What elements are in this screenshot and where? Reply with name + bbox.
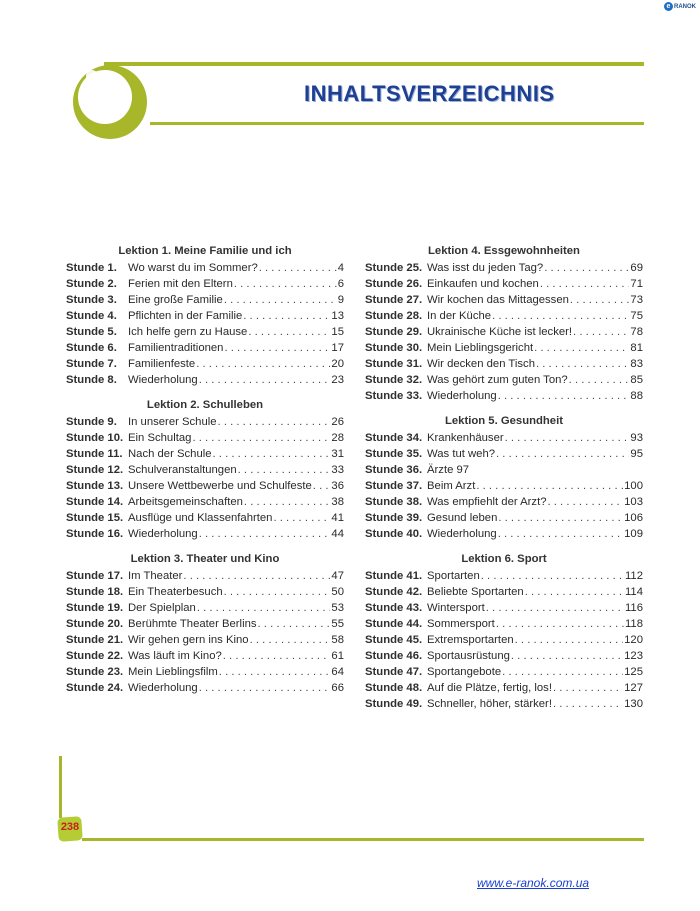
toc-entry[interactable] bbox=[66, 462, 344, 478]
publisher-logo: e RANOK bbox=[664, 2, 696, 11]
dot-leader bbox=[224, 584, 331, 600]
dot-leader bbox=[248, 324, 330, 340]
lesson-title: Beim Arzt bbox=[427, 480, 476, 492]
toc-section bbox=[365, 243, 643, 404]
lesson-page: 71 bbox=[630, 278, 643, 290]
toc-entry[interactable] bbox=[365, 696, 643, 712]
toc-entry[interactable] bbox=[365, 308, 643, 324]
lesson-title: Eine große Familie bbox=[128, 294, 223, 306]
lesson-number: Stunde 10. bbox=[66, 432, 124, 444]
lesson-title: Ausflüge und Klassenfahrten bbox=[128, 512, 273, 524]
lesson-title: Ein Theaterbesuch bbox=[128, 586, 223, 598]
lesson-number: Stunde 49. bbox=[365, 698, 423, 710]
dot-leader bbox=[224, 292, 337, 308]
dot-leader bbox=[234, 276, 337, 292]
lesson-page: 125 bbox=[624, 666, 643, 678]
lesson-number: Stunde 3. bbox=[66, 294, 117, 306]
lesson-number: Stunde 28. bbox=[365, 310, 423, 322]
lesson-number: Stunde 19. bbox=[66, 602, 124, 614]
toc-entry[interactable] bbox=[66, 414, 344, 430]
lesson-number: Stunde 29. bbox=[365, 326, 423, 338]
lesson-title: Einkaufen und kochen bbox=[427, 278, 539, 290]
lesson-page: 109 bbox=[624, 528, 643, 540]
toc-entry[interactable] bbox=[66, 648, 344, 664]
dot-leader bbox=[196, 356, 330, 372]
lesson-page: 130 bbox=[624, 698, 643, 710]
dot-leader bbox=[548, 494, 624, 510]
lesson-title: Schulveranstaltungen bbox=[128, 464, 237, 476]
lesson-number: Stunde 41. bbox=[365, 570, 423, 582]
lesson-page: 83 bbox=[630, 358, 643, 370]
toc-entry[interactable] bbox=[365, 388, 643, 404]
lesson-number: Stunde 4. bbox=[66, 310, 117, 322]
lesson-number: Stunde 47. bbox=[365, 666, 423, 678]
lesson-page: 93 bbox=[630, 432, 643, 444]
toc-entry[interactable] bbox=[365, 568, 643, 584]
footer-vertical-line bbox=[59, 756, 62, 818]
lesson-page: 114 bbox=[624, 586, 643, 598]
lesson-page: 47 bbox=[331, 570, 344, 582]
lesson-number: Stunde 17. bbox=[66, 570, 124, 582]
lesson-page: 38 bbox=[331, 496, 344, 508]
lesson-title: Gesund leben bbox=[427, 512, 498, 524]
toc-right-column bbox=[365, 243, 643, 721]
toc-entry[interactable] bbox=[365, 372, 643, 388]
lesson-number: Stunde 30. bbox=[365, 342, 423, 354]
lesson-title: Ein Schultag bbox=[128, 432, 192, 444]
toc-left-column bbox=[66, 243, 344, 705]
circle-decoration-icon bbox=[68, 60, 152, 144]
dot-leader bbox=[534, 340, 629, 356]
lesson-title: Ärzte 97 bbox=[427, 464, 470, 476]
dot-leader bbox=[573, 324, 629, 340]
lesson-page: 13 bbox=[331, 310, 344, 322]
lesson-title: Ich helfe gern zu Hause bbox=[128, 326, 248, 338]
lesson-page: 81 bbox=[630, 342, 643, 354]
lesson-page: 106 bbox=[624, 512, 643, 524]
toc-entry[interactable] bbox=[365, 632, 643, 648]
lesson-page: 75 bbox=[630, 310, 643, 322]
toc-entry[interactable] bbox=[365, 526, 643, 542]
lesson-number: Stunde 21. bbox=[66, 634, 124, 646]
toc-entry[interactable] bbox=[365, 680, 643, 696]
lesson-page: 9 bbox=[337, 294, 344, 306]
toc-entry[interactable] bbox=[365, 446, 643, 462]
toc-entry[interactable] bbox=[66, 616, 344, 632]
lesson-number: Stunde 37. bbox=[365, 480, 423, 492]
lesson-page: 88 bbox=[630, 390, 643, 402]
section-heading: Lektion 4. Essgewohnheiten bbox=[428, 245, 580, 257]
lesson-number: Stunde 16. bbox=[66, 528, 124, 540]
toc-entry[interactable] bbox=[365, 324, 643, 340]
lesson-number: Stunde 20. bbox=[66, 618, 124, 630]
lesson-title: Was gehört zum guten Ton? bbox=[427, 374, 568, 386]
lesson-page: 17 bbox=[331, 342, 344, 354]
lesson-number: Stunde 32. bbox=[365, 374, 423, 386]
dot-leader bbox=[498, 388, 630, 404]
lesson-number: Stunde 46. bbox=[365, 650, 423, 662]
lesson-number: Stunde 14. bbox=[66, 496, 124, 508]
lesson-title: Schneller, höher, stärker! bbox=[427, 698, 552, 710]
dot-leader bbox=[199, 526, 331, 542]
toc-entry[interactable] bbox=[365, 494, 643, 510]
lesson-page: 64 bbox=[331, 666, 344, 678]
lesson-page: 23 bbox=[331, 374, 344, 386]
lesson-page: 61 bbox=[331, 650, 344, 662]
lesson-title: Sommersport bbox=[427, 618, 495, 630]
lesson-page: 55 bbox=[331, 618, 344, 630]
lesson-number: Stunde 15. bbox=[66, 512, 124, 524]
lesson-page: 41 bbox=[331, 512, 344, 524]
lesson-number: Stunde 18. bbox=[66, 586, 124, 598]
lesson-title: Wir decken den Tisch bbox=[427, 358, 535, 370]
lesson-number: Stunde 31. bbox=[365, 358, 423, 370]
lesson-number: Stunde 40. bbox=[365, 528, 423, 540]
lesson-title: Im Theater bbox=[128, 570, 183, 582]
footer-line bbox=[82, 838, 644, 841]
lesson-number: Stunde 23. bbox=[66, 666, 124, 678]
lesson-number: Stunde 25. bbox=[365, 262, 423, 274]
dot-leader bbox=[570, 292, 630, 308]
lesson-page: 44 bbox=[331, 528, 344, 540]
toc-entry[interactable] bbox=[365, 616, 643, 632]
dot-leader bbox=[486, 600, 624, 616]
lesson-page: 26 bbox=[331, 416, 344, 428]
dot-leader bbox=[511, 648, 623, 664]
toc-entry[interactable] bbox=[365, 356, 643, 372]
lesson-number: Stunde 39. bbox=[365, 512, 423, 524]
lesson-number: Stunde 1. bbox=[66, 262, 117, 274]
lesson-page: 118 bbox=[624, 618, 643, 630]
lesson-title: Sportarten bbox=[427, 570, 480, 582]
lesson-title: Wiederholung bbox=[427, 390, 497, 402]
lesson-title: Wir gehen gern ins Kino bbox=[128, 634, 249, 646]
lesson-page: 66 bbox=[331, 682, 344, 694]
lesson-page: 123 bbox=[624, 650, 643, 662]
lesson-title: Was tut weh? bbox=[427, 448, 496, 460]
lesson-title: Sportausrüstung bbox=[427, 650, 510, 662]
lesson-title: Nach der Schule bbox=[128, 448, 212, 460]
dot-leader bbox=[199, 372, 331, 388]
lesson-title: Der Spielplan bbox=[128, 602, 196, 614]
lesson-page: 6 bbox=[337, 278, 344, 290]
lesson-title: Arbeitsgemeinschaften bbox=[128, 496, 243, 508]
dot-leader bbox=[476, 478, 623, 494]
toc-entry[interactable] bbox=[66, 372, 344, 388]
dot-leader bbox=[273, 510, 330, 526]
lesson-title: Was isst du jeden Tag? bbox=[427, 262, 544, 274]
lesson-number: Stunde 6. bbox=[66, 342, 117, 354]
lesson-title: Wiederholung bbox=[128, 528, 198, 540]
lesson-page: 33 bbox=[331, 464, 344, 476]
lesson-title: Wintersport bbox=[427, 602, 485, 614]
dot-leader bbox=[498, 510, 623, 526]
lesson-page: 73 bbox=[630, 294, 643, 306]
lesson-title: Unsere Wettbewerbe und Schulfeste bbox=[128, 480, 312, 492]
toc-section bbox=[365, 551, 643, 712]
toc-entry[interactable] bbox=[66, 632, 344, 648]
dot-leader bbox=[250, 632, 331, 648]
toc-entry[interactable] bbox=[66, 494, 344, 510]
lesson-number: Stunde 33. bbox=[365, 390, 423, 402]
toc-entry[interactable] bbox=[365, 584, 643, 600]
dot-leader bbox=[496, 446, 629, 462]
lesson-title: Sportangebote bbox=[427, 666, 502, 678]
lesson-number: Stunde 27. bbox=[365, 294, 423, 306]
lesson-title: Wiederholung bbox=[128, 374, 198, 386]
dot-leader bbox=[244, 494, 331, 510]
lesson-page: 15 bbox=[331, 326, 344, 338]
lesson-title: Wo warst du im Sommer? bbox=[128, 262, 258, 274]
toc-entry[interactable] bbox=[365, 648, 643, 664]
toc-entry[interactable] bbox=[365, 260, 643, 276]
lesson-page: 127 bbox=[624, 682, 643, 694]
section-heading: Lektion 3. Theater und Kino bbox=[130, 553, 280, 565]
lesson-title: Wiederholung bbox=[427, 528, 497, 540]
dot-leader bbox=[224, 340, 330, 356]
toc-section bbox=[66, 397, 344, 542]
lesson-number: Stunde 7. bbox=[66, 358, 117, 370]
lesson-number: Stunde 26. bbox=[365, 278, 423, 290]
lesson-title: In der Küche bbox=[427, 310, 492, 322]
page-number: 238 bbox=[60, 821, 80, 833]
lesson-title: Familientraditionen bbox=[128, 342, 224, 354]
dot-leader bbox=[505, 430, 630, 446]
lesson-number: Stunde 45. bbox=[365, 634, 423, 646]
toc-entry[interactable] bbox=[66, 292, 344, 308]
lesson-number: Stunde 9. bbox=[66, 416, 117, 428]
lesson-page: 103 bbox=[624, 496, 643, 508]
lesson-title: Ukrainische Küche ist lecker! bbox=[427, 326, 573, 338]
toc-entry[interactable] bbox=[365, 600, 643, 616]
publisher-logo-icon: e bbox=[664, 2, 673, 11]
toc-entry[interactable] bbox=[66, 340, 344, 356]
lesson-number: Stunde 34. bbox=[365, 432, 423, 444]
lesson-page: 36 bbox=[331, 480, 344, 492]
toc-section bbox=[365, 413, 643, 542]
section-heading: Lektion 6. Sport bbox=[461, 553, 547, 565]
toc-entry[interactable] bbox=[365, 340, 643, 356]
lesson-number: Stunde 24. bbox=[66, 682, 124, 694]
toc-entry[interactable] bbox=[66, 308, 344, 324]
dot-leader bbox=[258, 616, 331, 632]
lesson-title: Pflichten in der Familie bbox=[128, 310, 243, 322]
lesson-title: Mein Lieblingsgericht bbox=[427, 342, 534, 354]
lesson-title: Berühmte Theater Berlins bbox=[128, 618, 257, 630]
toc-entry[interactable] bbox=[365, 276, 643, 292]
lesson-title: Auf die Plätze, fertig, los! bbox=[427, 682, 552, 694]
lesson-page: 58 bbox=[331, 634, 344, 646]
lesson-number: Stunde 38. bbox=[365, 496, 423, 508]
lesson-title: Extremsportarten bbox=[427, 634, 514, 646]
toc-entry[interactable] bbox=[66, 584, 344, 600]
lesson-number: Stunde 12. bbox=[66, 464, 124, 476]
website-link[interactable]: www.e-ranok.com.ua bbox=[477, 876, 590, 890]
lesson-title: Was empfiehlt der Arzt? bbox=[427, 496, 547, 508]
lesson-number: Stunde 11. bbox=[66, 448, 123, 460]
toc-entry[interactable] bbox=[365, 430, 643, 446]
dot-leader bbox=[192, 430, 330, 446]
lesson-page: 85 bbox=[630, 374, 643, 386]
section-heading: Lektion 1. Meine Familie und ich bbox=[118, 245, 292, 257]
toc-entry[interactable] bbox=[66, 568, 344, 584]
section-heading: Lektion 5. Gesundheit bbox=[444, 415, 563, 427]
toc-entry[interactable] bbox=[66, 446, 344, 462]
lesson-title: Wiederholung bbox=[128, 682, 198, 694]
dot-leader bbox=[481, 568, 624, 584]
dot-leader bbox=[313, 478, 331, 494]
lesson-title: Ferien mit den Eltern bbox=[128, 278, 233, 290]
lesson-page: 69 bbox=[630, 262, 643, 274]
lesson-page: 53 bbox=[331, 602, 344, 614]
toc-entry[interactable] bbox=[66, 260, 344, 276]
lesson-title: Beliebte Sportarten bbox=[427, 586, 524, 598]
lesson-page: 20 bbox=[331, 358, 344, 370]
lesson-page: 95 bbox=[630, 448, 643, 460]
dot-leader bbox=[243, 308, 330, 324]
dot-leader bbox=[544, 260, 629, 276]
section-heading: Lektion 2. Schulleben bbox=[146, 399, 264, 411]
toc-entry[interactable] bbox=[365, 462, 643, 478]
dot-leader bbox=[259, 260, 337, 276]
lesson-number: Stunde 36. bbox=[365, 464, 423, 476]
lesson-title: Wir kochen das Mittagessen bbox=[427, 294, 569, 306]
lesson-number: Stunde 2. bbox=[66, 278, 117, 290]
toc-entry[interactable] bbox=[365, 510, 643, 526]
dot-leader bbox=[498, 526, 623, 542]
lesson-number: Stunde 35. bbox=[365, 448, 423, 460]
toc-entry[interactable] bbox=[66, 664, 344, 680]
lesson-page: 31 bbox=[331, 448, 344, 460]
lesson-number: Stunde 43. bbox=[365, 602, 423, 614]
toc-entry[interactable] bbox=[66, 526, 344, 542]
toc-entry[interactable] bbox=[365, 292, 643, 308]
lesson-title: Krankenhäuser bbox=[427, 432, 504, 444]
lesson-number: Stunde 48. bbox=[365, 682, 423, 694]
dot-leader bbox=[219, 664, 331, 680]
dot-leader bbox=[515, 632, 623, 648]
lesson-page: 50 bbox=[331, 586, 344, 598]
toc-entry[interactable] bbox=[365, 478, 643, 494]
lesson-number: Stunde 44. bbox=[365, 618, 423, 630]
toc-section bbox=[66, 243, 344, 388]
header-line-top bbox=[104, 62, 644, 66]
toc-entry[interactable] bbox=[66, 600, 344, 616]
page-title: INHALTSVERZEICHNIS bbox=[304, 81, 555, 106]
lesson-number: Stunde 5. bbox=[66, 326, 117, 338]
lesson-number: Stunde 42. bbox=[365, 586, 423, 598]
lesson-page: 28 bbox=[331, 432, 344, 444]
toc-entry[interactable] bbox=[66, 510, 344, 526]
dot-leader bbox=[553, 696, 623, 712]
lesson-page: 78 bbox=[630, 326, 643, 338]
dot-leader bbox=[525, 584, 624, 600]
dot-leader bbox=[496, 616, 624, 632]
toc-entry[interactable] bbox=[66, 680, 344, 696]
lesson-title: Mein Lieblingsfilm bbox=[128, 666, 218, 678]
toc-section bbox=[66, 551, 344, 696]
dot-leader bbox=[502, 664, 623, 680]
toc-entry[interactable] bbox=[66, 478, 344, 494]
dot-leader bbox=[218, 414, 331, 430]
dot-leader bbox=[238, 462, 331, 478]
lesson-title: Familienfeste bbox=[128, 358, 196, 370]
lesson-number: Stunde 13. bbox=[66, 480, 124, 492]
toc-entry[interactable] bbox=[66, 324, 344, 340]
lesson-page: 4 bbox=[337, 262, 344, 274]
toc-entry[interactable] bbox=[66, 356, 344, 372]
lesson-page: 100 bbox=[624, 480, 643, 492]
lesson-title: In unserer Schule bbox=[128, 416, 217, 428]
lesson-number: Stunde 22. bbox=[66, 650, 124, 662]
toc-entry[interactable] bbox=[66, 276, 344, 292]
header-line-bottom bbox=[150, 122, 644, 125]
dot-leader bbox=[197, 600, 331, 616]
dot-leader bbox=[183, 568, 330, 584]
dot-leader bbox=[492, 308, 629, 324]
toc-entry[interactable] bbox=[66, 430, 344, 446]
lesson-number: Stunde 8. bbox=[66, 374, 117, 386]
lesson-page: 116 bbox=[624, 602, 643, 614]
lesson-title: Was läuft im Kino? bbox=[128, 650, 222, 662]
dot-leader bbox=[553, 680, 623, 696]
dot-leader bbox=[569, 372, 630, 388]
dot-leader bbox=[199, 680, 331, 696]
toc-entry[interactable] bbox=[365, 664, 643, 680]
dot-leader bbox=[223, 648, 331, 664]
dot-leader bbox=[540, 276, 630, 292]
dot-leader bbox=[536, 356, 629, 372]
dot-leader bbox=[213, 446, 331, 462]
lesson-page: 112 bbox=[624, 570, 643, 582]
lesson-page: 120 bbox=[624, 634, 643, 646]
